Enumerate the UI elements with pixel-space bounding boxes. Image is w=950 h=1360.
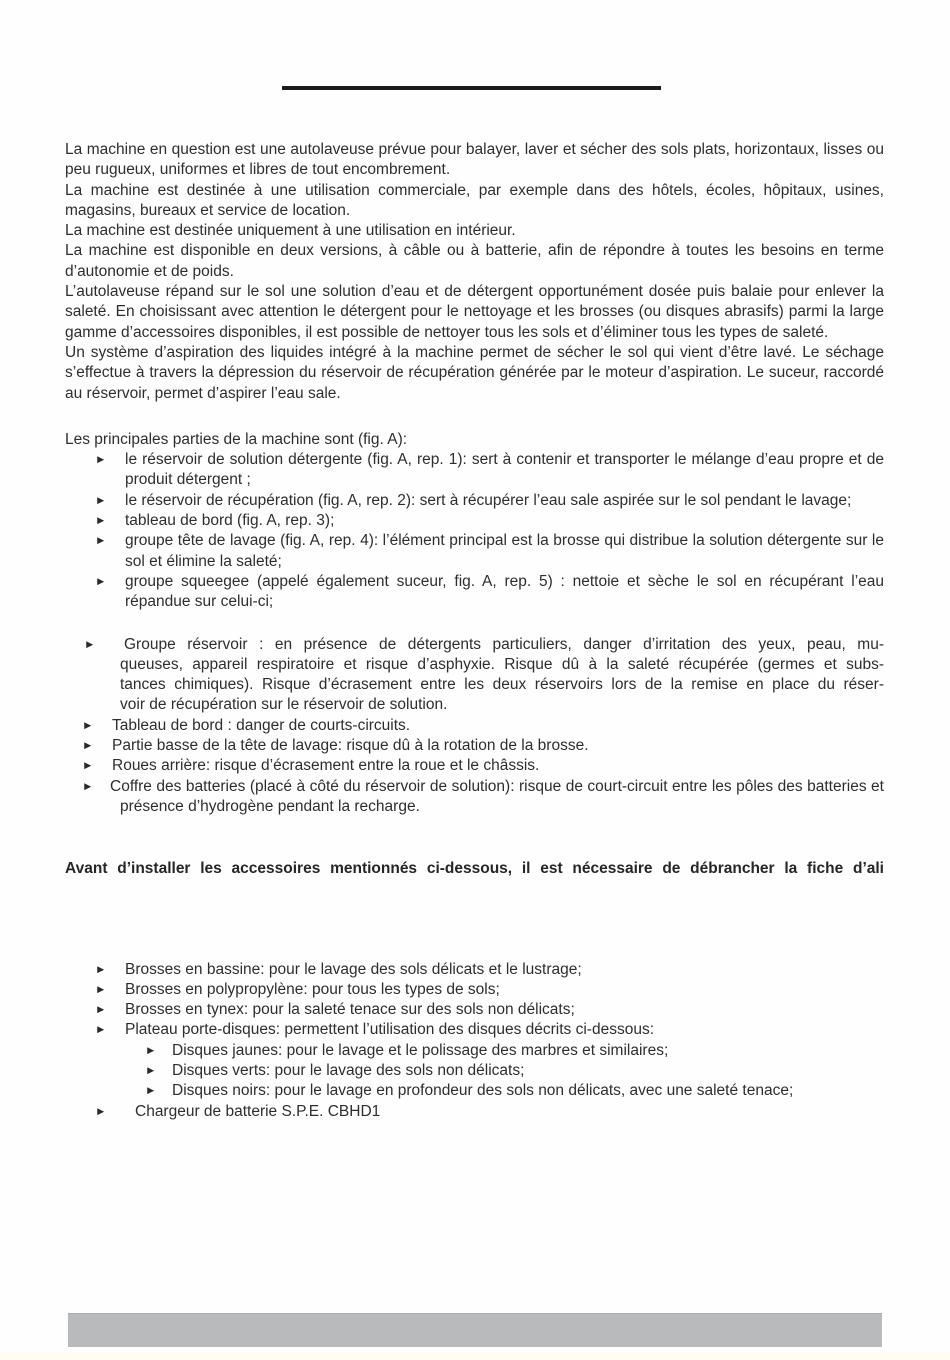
- bullet-arrow-icon: ►: [82, 719, 94, 732]
- list-item-text: Brosses en polypropylène: pour tous les types de sols;: [125, 980, 500, 998]
- list-item: [65, 531, 884, 572]
- bullet-arrow-icon: ►: [95, 494, 107, 507]
- intro-paragraph: La machine en question est une autolaveuse prévue pour balayer, laver et sécher des sols plats, horizontaux, lisses ou peu rugueux, uniformes et libres de tout encombrement.: [65, 141, 884, 179]
- bullet-arrow-icon: ►: [145, 1064, 157, 1077]
- bullet-arrow-icon: ►: [84, 638, 96, 651]
- list-item-text: tableau de bord (fig. A, rep. 3);: [125, 512, 335, 530]
- accessories-list: [65, 960, 884, 1122]
- list-item: [65, 736, 884, 756]
- danger-list: [65, 635, 884, 818]
- bullet-arrow-icon: ►: [95, 983, 107, 996]
- list-item-text: Tableau de bord : danger de courts-circuits.: [112, 716, 411, 734]
- sub-list-item: [65, 1061, 884, 1081]
- intro-paragraph: La machine est destinée uniquement à une utilisation en intérieur.: [65, 222, 516, 240]
- list-item-text: Disques noirs: pour le lavage en profondeur des sols non délicats, avec une saleté tenace;: [172, 1082, 794, 1100]
- bullet-arrow-icon: ►: [95, 963, 107, 976]
- list-item-text: Disques verts: pour le lavage des sols non délicats;: [172, 1061, 525, 1079]
- list-item-text: Brosses en tynex: pour la saleté tenace sur des sols non délicats;: [125, 1001, 575, 1019]
- intro-paragraph: Un système d’aspiration des liquides intégré à la machine permet de sécher le sol qui vient d’être lavé. Le séchage s’effectue à travers la dépression du réservoir de récupération générée par le moteur d’aspiration. Le suceur, raccordé au réservoir, permet d’aspirer l’eau sale.: [65, 343, 884, 402]
- list-item: [65, 511, 884, 531]
- list-item-text: Coffre des batteries (placé à côté du réservoir de solution): risque de court-circuit entre les pôles des batteries et présence d’hydrogène pendant la recharge.: [110, 777, 884, 815]
- footer-bar: [68, 1313, 882, 1347]
- list-item-text: le réservoir de solution détergente (fig. A, rep. 1): sert à contenir et transporter le mélange d’eau propre et de produit détergent ;: [125, 451, 884, 489]
- list-item-line: Groupe réservoir : en présence de détergents particuliers, danger d’irritation des yeux, peau, mu-: [124, 635, 884, 653]
- list-item-text: groupe tête de lavage (fig. A, rep. 4): l’élément principal est la brosse qui distribue la solution détergente sur le sol et élimine la saleté;: [125, 532, 884, 570]
- warning-notice: Avant d’installer les accessoires mentionnés ci-dessous, il est nécessaire de débrancher la fiche d’ali: [65, 860, 884, 878]
- list-item: [65, 572, 884, 613]
- bullet-arrow-icon: ►: [145, 1085, 157, 1098]
- bullet-arrow-icon: ►: [95, 535, 107, 548]
- list-item-line: tances chimiques). Risque d’écrasement entre les deux réservoirs lors de la remise en place du réser-: [120, 676, 884, 694]
- list-item: [65, 450, 884, 491]
- bullet-arrow-icon: ►: [82, 740, 94, 753]
- list-item-groupe-reservoir: [65, 635, 884, 716]
- intro-paragraph: La machine est destinée à une utilisation commerciale, par exemple dans des hôtels, écoles, hôpitaux, usines, magasins, bureaux et service de location.: [65, 181, 884, 219]
- list-item: [65, 756, 884, 776]
- list-item: [65, 1102, 884, 1122]
- bullet-arrow-icon: ►: [145, 1044, 157, 1057]
- parts-list-lead: Les principales parties de la machine sont (fig. A):: [65, 430, 408, 448]
- list-item: [65, 491, 884, 511]
- bullet-arrow-icon: ►: [82, 760, 94, 773]
- list-item: [65, 777, 884, 818]
- list-item-text: Disques jaunes: pour le lavage et le polissage des marbres et similaires;: [172, 1041, 669, 1059]
- intro-paragraph: La machine est disponible en deux versions, à câble ou à batterie, afin de répondre à toutes les besoins en terme d’autonomie et de poids.: [65, 242, 884, 280]
- list-item: [65, 1020, 884, 1040]
- section-divider-rule: [282, 86, 661, 90]
- list-item: [65, 960, 884, 980]
- list-item-text: Plateau porte-disques: permettent l’utilisation des disques décrits ci-dessous:: [125, 1021, 654, 1039]
- bullet-arrow-icon: ►: [95, 575, 107, 588]
- list-item-line: queuses, appareil respiratoire et risque d’asphyxie. Risque dû à la saleté récupérée (germes et subs-: [120, 655, 884, 673]
- list-item-text: Roues arrière: risque d’écrasement entre la roue et le châssis.: [112, 757, 540, 775]
- sub-list-item: [65, 1081, 884, 1101]
- list-item-text: Chargeur de batterie S.P.E. CBHD1: [135, 1102, 381, 1120]
- list-item-text: Partie basse de la tête de lavage: risque dû à la rotation de la brosse.: [112, 737, 589, 755]
- bullet-arrow-icon: ►: [95, 1105, 107, 1118]
- list-item-text: le réservoir de récupération (fig. A, rep. 2): sert à récupérer l’eau sale aspirée sur le sol pendant le lavage;: [125, 491, 852, 509]
- list-item-text: groupe squeegee (appelé également suceur, fig. A, rep. 5) : nettoie et sèche le sol en récupérant l’eau répandue sur celui-ci;: [125, 572, 884, 611]
- intro-paragraph: L’autolaveuse répand sur le sol une solution d’eau et de détergent opportunément dosée puis balaie pour enlever la saleté. En choisissant avec attention le détergent pour le nettoyage et les brosses (ou disques abrasifs) parmi la large gamme d’accessoires disponibles, il est possible de nettoyer tous les sols et d’éliminer tous les types de saleté.: [65, 283, 884, 341]
- bullet-arrow-icon: ►: [95, 454, 107, 467]
- bullet-arrow-icon: ►: [82, 780, 94, 793]
- bullet-arrow-icon: ►: [95, 515, 107, 528]
- page-bottom-edge: [0, 1353, 950, 1360]
- list-item: [65, 980, 884, 1000]
- bullet-arrow-icon: ►: [95, 1024, 107, 1037]
- bullet-arrow-icon: ►: [95, 1004, 107, 1017]
- list-item: [65, 716, 884, 736]
- list-item-line: voir de récupération sur le réservoir de solution.: [120, 696, 448, 714]
- list-item-text: Brosses en bassine: pour le lavage des sols délicats et le lustrage;: [125, 960, 582, 978]
- page-content: [65, 140, 884, 1122]
- list-item: [65, 1000, 884, 1020]
- sub-list-item: [65, 1041, 884, 1061]
